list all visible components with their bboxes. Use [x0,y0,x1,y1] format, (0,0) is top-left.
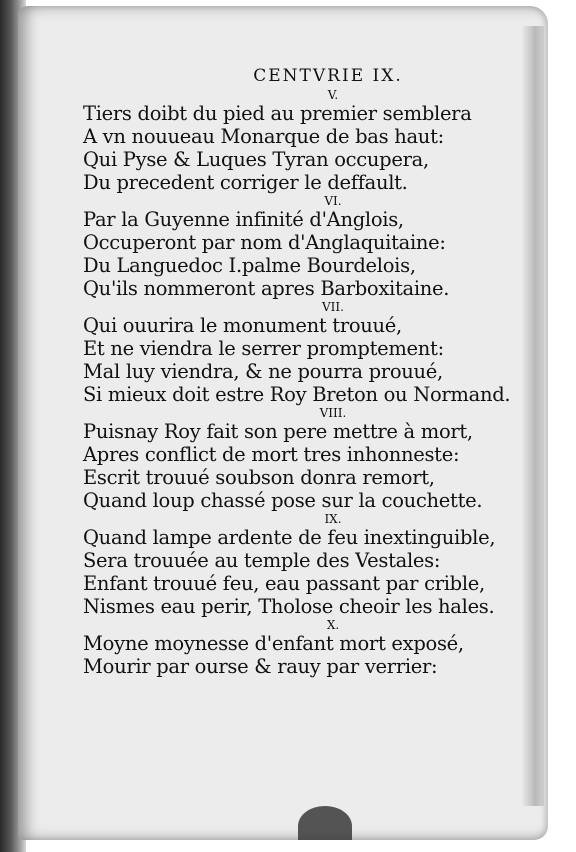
verse-line: Et ne viendra le serrer promptement: [83,337,444,360]
verse-line: Si mieux doit estre Roy Breton ou Normand. [83,383,511,406]
book-page [18,6,548,840]
verse-line: Qui Pyse & Luques Tyran occupera, [83,148,429,171]
verse-line: Mal luy viendra, & ne pourra prouué, [83,360,443,383]
verse-line: Du precedent corriger le deffault. [83,171,408,194]
verse-line: Puisnay Roy fait son pere mettre à mort, [83,420,473,443]
verse-line: Occuperont par nom d'Anglaquitaine: [83,231,446,254]
quatrain [83,406,543,512]
verse-line: Moyne moynesse d'enfant mort exposé, [83,632,464,655]
quatrain-number: VI. [324,194,342,208]
verse-line: Nismes eau perir, Tholose cheoir les hales. [83,595,495,618]
verse-line: Sera trouuée au temple des Vestales: [83,549,441,572]
quatrain-number: V. [327,88,339,102]
verse-line: Qu'ils nommeront apres Barboxitaine. [83,277,450,300]
verse-line: Escrit trouué soubson donra remort, [83,466,435,489]
quatrain-number: VIII. [319,406,347,420]
verse-line: A vn nouueau Monarque de bas haut: [83,125,444,148]
verse-line: Quand lampe ardente de feu inextinguible, [83,526,496,549]
quatrain [83,88,543,194]
quatrain [83,194,543,300]
quatrain-number: X. [326,618,340,632]
verse-line: Enfant trouué feu, eau passant par crible, [83,572,485,595]
ink-blot [298,806,352,840]
verse-line: Apres conflict de mort tres inhonneste: [83,443,460,466]
quatrain [83,618,543,678]
page-header: CENTVRIE IX. [253,66,403,86]
verse-line: Quand loup chassé pose sur la couchette. [83,489,483,512]
verse-line: Tiers doibt du pied au premier semblera [83,102,472,125]
quatrain [83,512,543,618]
verse-line: Du Languedoc I.palme Bourdelois, [83,254,416,277]
quatrain-text [83,88,543,678]
quatrain-number: VII. [322,300,344,314]
verse-line: Qui ouurira le monument trouué, [83,314,402,337]
quatrain-number: IX. [324,512,342,526]
verse-line: Mourir par ourse & rauy par verrier: [83,655,438,678]
quatrain [83,300,543,406]
verse-line: Par la Guyenne infinité d'Anglois, [83,208,404,231]
